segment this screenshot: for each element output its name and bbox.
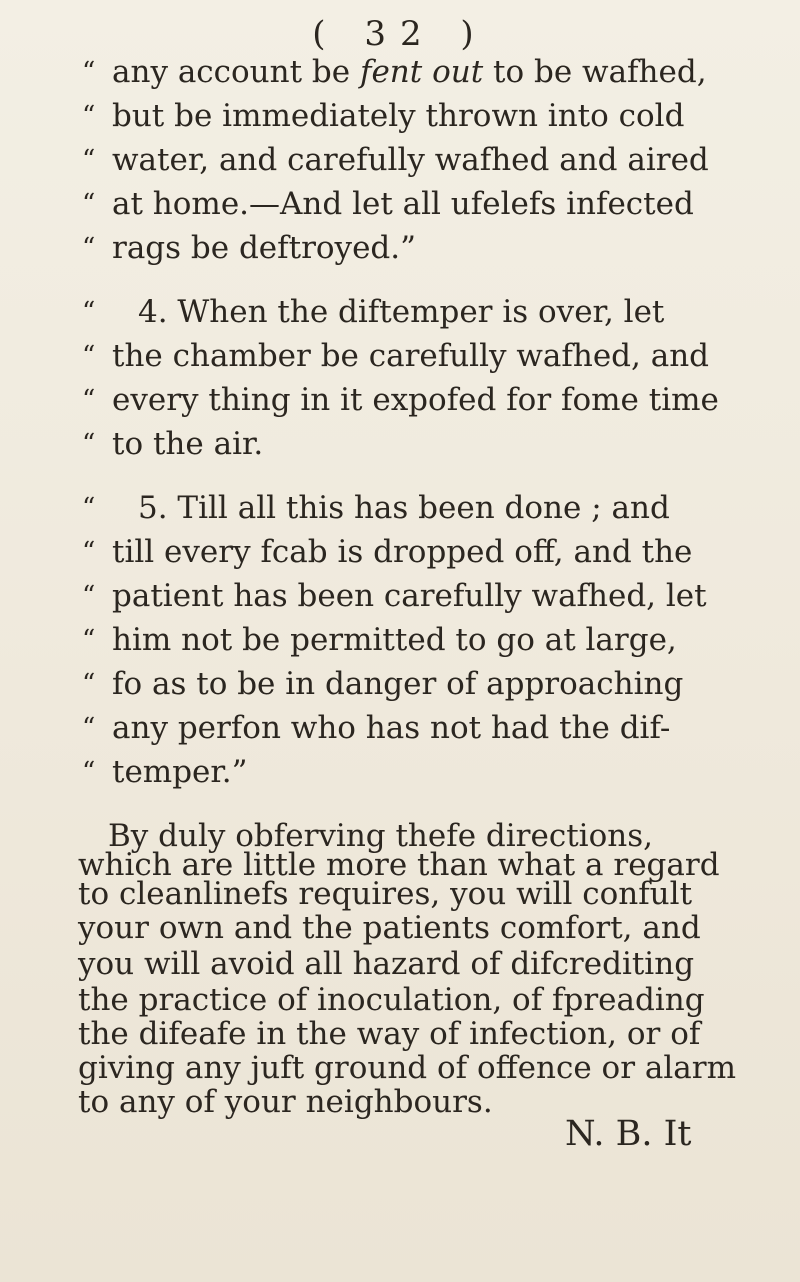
- paragraph-line: to cleanlinefs requires, you will confult: [78, 876, 693, 912]
- line-text: any account be: [112, 54, 360, 90]
- quote-mark: “: [82, 189, 96, 219]
- quote-mark: “: [82, 493, 96, 523]
- line-text: every thing in it expofed for fome time: [112, 382, 719, 418]
- catchword: N. B. It: [565, 1114, 692, 1154]
- line-text: fo as to be in danger of approaching: [112, 666, 684, 702]
- quote-mark: “: [82, 57, 96, 87]
- line-text: patient has been carefully wafhed, let: [112, 578, 707, 614]
- paragraph-line: By duly obferving thefe directions,: [108, 818, 653, 854]
- quote-mark: “: [82, 537, 96, 567]
- line-text: the chamber be carefully wafhed, and: [112, 338, 710, 374]
- quote-mark: “: [82, 429, 96, 459]
- line-text: rags be deftroyed.”: [112, 230, 416, 266]
- line-text: 4. When the diftemper is over, let: [138, 294, 665, 330]
- line-text: temper.”: [112, 754, 248, 790]
- quote-mark: “: [82, 233, 96, 263]
- quote-mark: “: [82, 669, 96, 699]
- line-text: 5. Till all this has been done ; and: [138, 490, 670, 526]
- line-text: but be immediately thrown into cold: [112, 98, 685, 134]
- quote-mark: “: [82, 145, 96, 175]
- line-text: him not be permitted to go at large,: [112, 622, 677, 658]
- italic-phrase: fent out: [359, 54, 484, 90]
- quote-mark: “: [82, 581, 96, 611]
- paragraph-line: which are little more than what a regard: [78, 847, 720, 883]
- line-text: to the air.: [112, 426, 264, 462]
- paragraph-line: giving any juft ground of offence or alarm: [78, 1050, 736, 1086]
- quote-mark: “: [82, 625, 96, 655]
- quote-mark: “: [82, 297, 96, 327]
- quote-mark: “: [82, 101, 96, 131]
- quote-mark: “: [82, 341, 96, 371]
- page-number: ( 32 ): [312, 14, 488, 54]
- line-text: water, and carefully wafhed and aired: [112, 142, 709, 178]
- line-text: any perfon who has not had the dif-: [112, 710, 671, 746]
- line-text: at home.—And let all ufelefs infected: [112, 186, 694, 222]
- quote-mark: “: [82, 713, 96, 743]
- paragraph-line: to any of your neighbours.: [78, 1084, 493, 1120]
- line-text: to be wafhed,: [483, 54, 707, 90]
- quote-mark: “: [82, 757, 96, 787]
- quote-mark: “: [82, 385, 96, 415]
- paragraph-line: the difeafe in the way of infection, or of: [78, 1016, 701, 1052]
- paragraph-line: your own and the patients comfort, and: [78, 910, 701, 946]
- paragraph-line: you will avoid all hazard of difcrediting: [78, 946, 695, 982]
- line-text: till every fcab is dropped off, and the: [112, 534, 693, 570]
- paragraph-line: the practice of inoculation, of fpreading: [78, 982, 705, 1018]
